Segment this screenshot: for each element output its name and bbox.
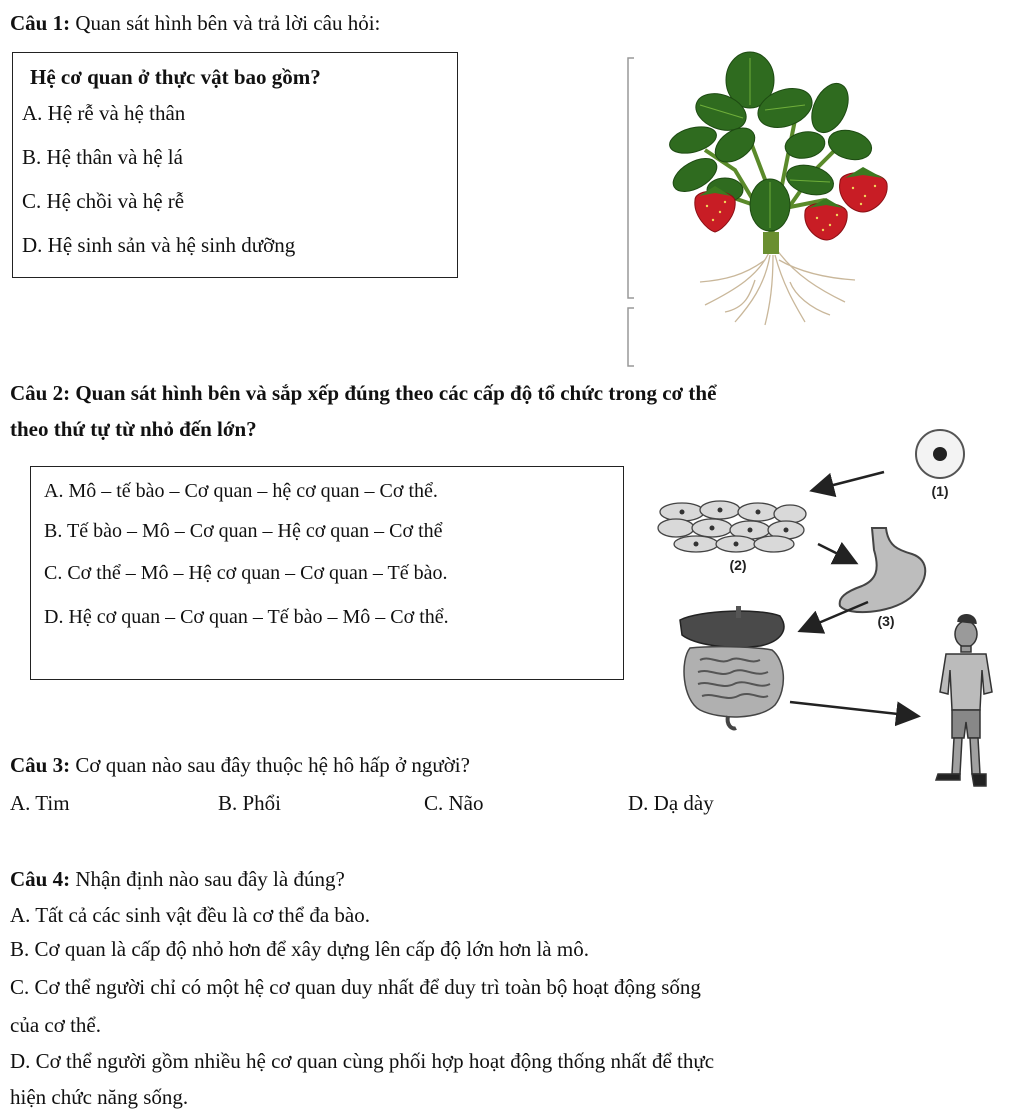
- q2-heading-line2: theo thứ tự từ nhỏ đến lớn?: [10, 417, 257, 441]
- digestive-system-image: [680, 606, 784, 728]
- stomach-image: [840, 528, 926, 612]
- q4-line-1: A. Tất cả các sinh vật đều là cơ thể đa bào.: [10, 903, 370, 927]
- q3-option-d: D. Dạ dày: [628, 791, 714, 815]
- q1-option-d: D. Hệ sinh sản và hệ sinh dưỡng: [22, 233, 296, 257]
- tissue-image: [658, 501, 806, 552]
- q1-option-a: A. Hệ rễ và hệ thân: [22, 101, 186, 125]
- q2-option-a: A. Mô – tế bào – Cơ quan – hệ cơ quan – Cơ thể.: [44, 480, 438, 502]
- q3-option-a: A. Tim: [10, 791, 70, 815]
- q2-heading-line1: Câu 2: Quan sát hình bên và sắp xếp đúng theo các cấp độ tổ chức trong cơ thể: [10, 381, 717, 405]
- q2-option-c: C. Cơ thể – Mô – Hệ cơ quan – Cơ quan – Tế bào.: [44, 562, 448, 584]
- q2-option-b: B. Tế bào – Mô – Cơ quan – Hệ cơ quan – Cơ thể: [44, 520, 443, 542]
- q1-heading: [10, 10, 380, 36]
- q3-label: Câu 3:: [10, 753, 71, 777]
- q3-option-b: B. Phổi: [218, 791, 282, 815]
- cell-image: [916, 430, 964, 478]
- q1-prompt: Quan sát hình bên và trả lời câu hỏi:: [75, 11, 381, 35]
- plant-brackets: [620, 50, 640, 320]
- q1-label: Câu 1:: [10, 11, 71, 35]
- q4-heading: [10, 866, 345, 892]
- q4-line-5: D. Cơ thể người gồm nhiều hệ cơ quan cùng phối hợp hoạt động thống nhất để thực: [10, 1049, 715, 1073]
- q4-line-2: B. Cơ quan là cấp độ nhỏ hơn để xây dựng lên cấp độ lớn hơn là mô.: [10, 937, 589, 961]
- human-body-image: [936, 615, 992, 786]
- q4-line-6: hiện chức năng sống.: [10, 1085, 189, 1109]
- figure-label-3: (3): [877, 613, 895, 629]
- q4-line-3: C. Cơ thể người chỉ có một hệ cơ quan duy nhất để duy trì toàn bộ hoạt động sống: [10, 975, 701, 999]
- q4-label: Câu 4:: [10, 867, 71, 891]
- q4-prompt: Nhận định nào sau đây là đúng?: [75, 867, 345, 891]
- q2-option-d: D. Hệ cơ quan – Cơ quan – Tế bào – Mô – Cơ thể.: [44, 606, 449, 628]
- figure-label-2: (2): [729, 557, 747, 573]
- organization-levels-figure: [640, 420, 1010, 800]
- q3-prompt: Cơ quan nào sau đây thuộc hệ hô hấp ở người?: [75, 753, 470, 777]
- strawberry-plant-image: [665, 50, 905, 330]
- q1-option-c: C. Hệ chồi và hệ rễ: [22, 189, 185, 213]
- q1-option-b: B. Hệ thân và hệ lá: [22, 145, 183, 169]
- q4-line-4: của cơ thể.: [10, 1013, 101, 1037]
- figure-label-1: (1): [931, 483, 949, 499]
- q3-heading: [10, 752, 470, 778]
- q3-option-c: C. Não: [424, 791, 484, 815]
- q1-question: Hệ cơ quan ở thực vật bao gồm?: [30, 65, 321, 89]
